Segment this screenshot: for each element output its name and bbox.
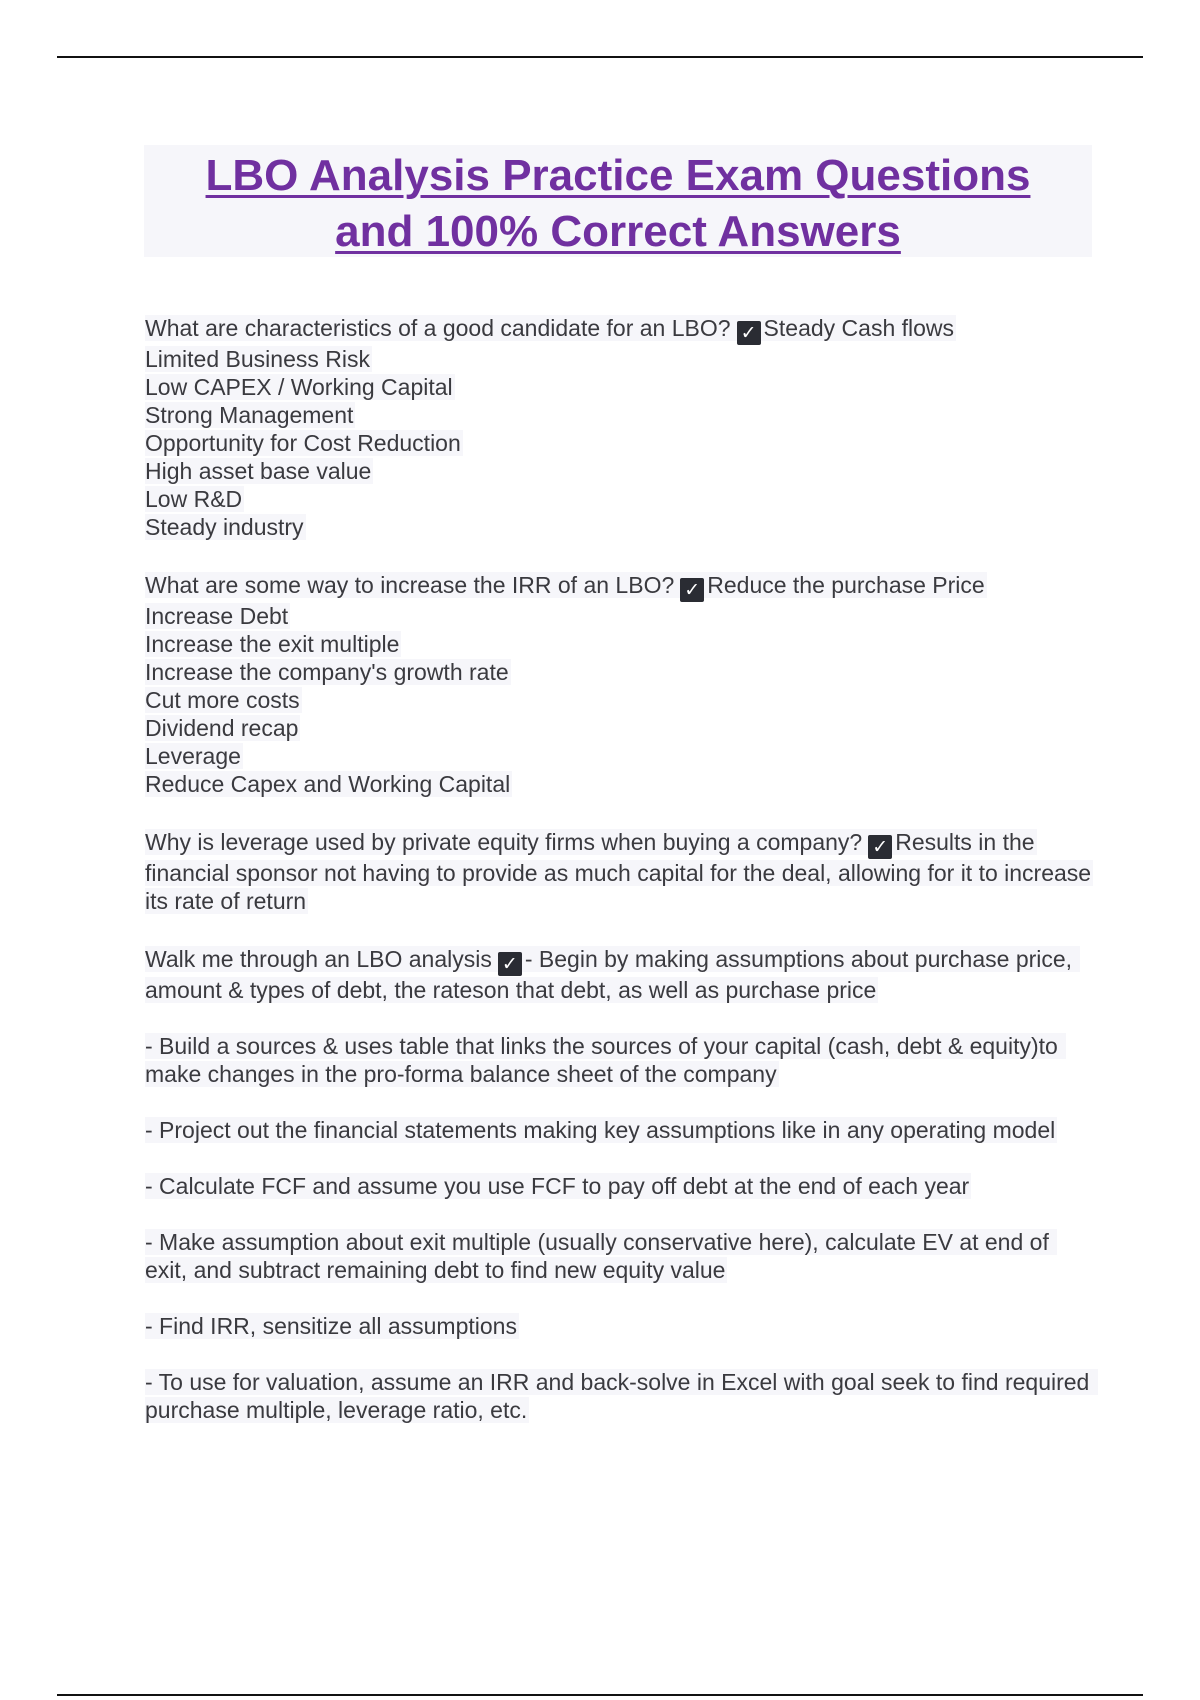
qa-item-2 bbox=[145, 571, 1095, 798]
answer-4-paragraph: - Find IRR, sensitize all assumptions bbox=[145, 1313, 517, 1339]
answer-2-line: Reduce Capex and Working Capital bbox=[145, 771, 511, 797]
answer-2-line: Dividend recap bbox=[145, 715, 299, 741]
answer-4-paragraph: - Project out the financial statements making key assumptions like in any operating model bbox=[145, 1117, 1056, 1143]
answer-1-line: High asset base value bbox=[145, 458, 372, 484]
question-3: Why is leverage used by private equity firms when buying a company? bbox=[145, 829, 863, 855]
answer-3: Results in the financial sponsor not having to provide as much capital for the deal, allowing for it to increase its rate of return bbox=[145, 829, 1092, 914]
answer-2-line: Increase Debt bbox=[145, 603, 289, 629]
answer-1-line: Limited Business Risk bbox=[145, 346, 370, 372]
question-4: Walk me through an LBO analysis bbox=[145, 946, 492, 972]
qa-content bbox=[145, 314, 1095, 1454]
answer-4-paragraph: - Make assumption about exit multiple (usually conservative here), calculate EV at end of exit, and subtract remaining debt to find new equity value bbox=[145, 1229, 1056, 1283]
answer-1-line: Strong Management bbox=[145, 402, 354, 428]
answer-4-paragraph: - To use for valuation, assume an IRR and back-solve in Excel with goal seek to find required purchase multiple, leverage ratio, etc. bbox=[145, 1369, 1096, 1423]
check-icon: ✓ bbox=[680, 578, 704, 602]
title-line-2: and 100% Correct Answers bbox=[335, 207, 901, 256]
check-icon: ✓ bbox=[498, 952, 522, 976]
answer-2-line: Increase the exit multiple bbox=[145, 631, 400, 657]
answer-4-first: - Begin by making assumptions about purchase price, amount & types of debt, the rateson that debt, as well as purchase price bbox=[145, 946, 1079, 1003]
check-icon: ✓ bbox=[868, 835, 892, 859]
bottom-rule bbox=[57, 1694, 1143, 1696]
title-block bbox=[144, 145, 1092, 257]
title-line-1: LBO Analysis Practice Exam Questions bbox=[205, 151, 1031, 200]
question-1: What are characteristics of a good candidate for an LBO? bbox=[145, 315, 731, 341]
document-title bbox=[144, 145, 1092, 260]
top-rule bbox=[57, 56, 1143, 58]
answer-1-line: Steady industry bbox=[145, 514, 304, 540]
answer-1-line: Low R&D bbox=[145, 486, 243, 512]
answer-2-line: Leverage bbox=[145, 743, 241, 769]
answer-1-line: Opportunity for Cost Reduction bbox=[145, 430, 461, 456]
answer-2-first: Reduce the purchase Price bbox=[707, 572, 985, 598]
qa-item-3 bbox=[145, 828, 1095, 915]
qa-item-4 bbox=[145, 945, 1095, 1424]
answer-4-paragraph: - Build a sources & uses table that links the sources of your capital (cash, debt & equity)to make changes in the pro-forma balance sheet of the company bbox=[145, 1033, 1065, 1087]
check-icon: ✓ bbox=[737, 321, 761, 345]
answer-1-first: Steady Cash flows bbox=[763, 315, 955, 341]
qa-item-1 bbox=[145, 314, 1095, 541]
answer-1-line: Low CAPEX / Working Capital bbox=[145, 374, 453, 400]
answer-2-line: Increase the company's growth rate bbox=[145, 659, 509, 685]
answer-2-line: Cut more costs bbox=[145, 687, 300, 713]
answer-4-paragraph: - Calculate FCF and assume you use FCF to pay off debt at the end of each year bbox=[145, 1173, 970, 1199]
question-2: What are some way to increase the IRR of an LBO? bbox=[145, 572, 675, 598]
